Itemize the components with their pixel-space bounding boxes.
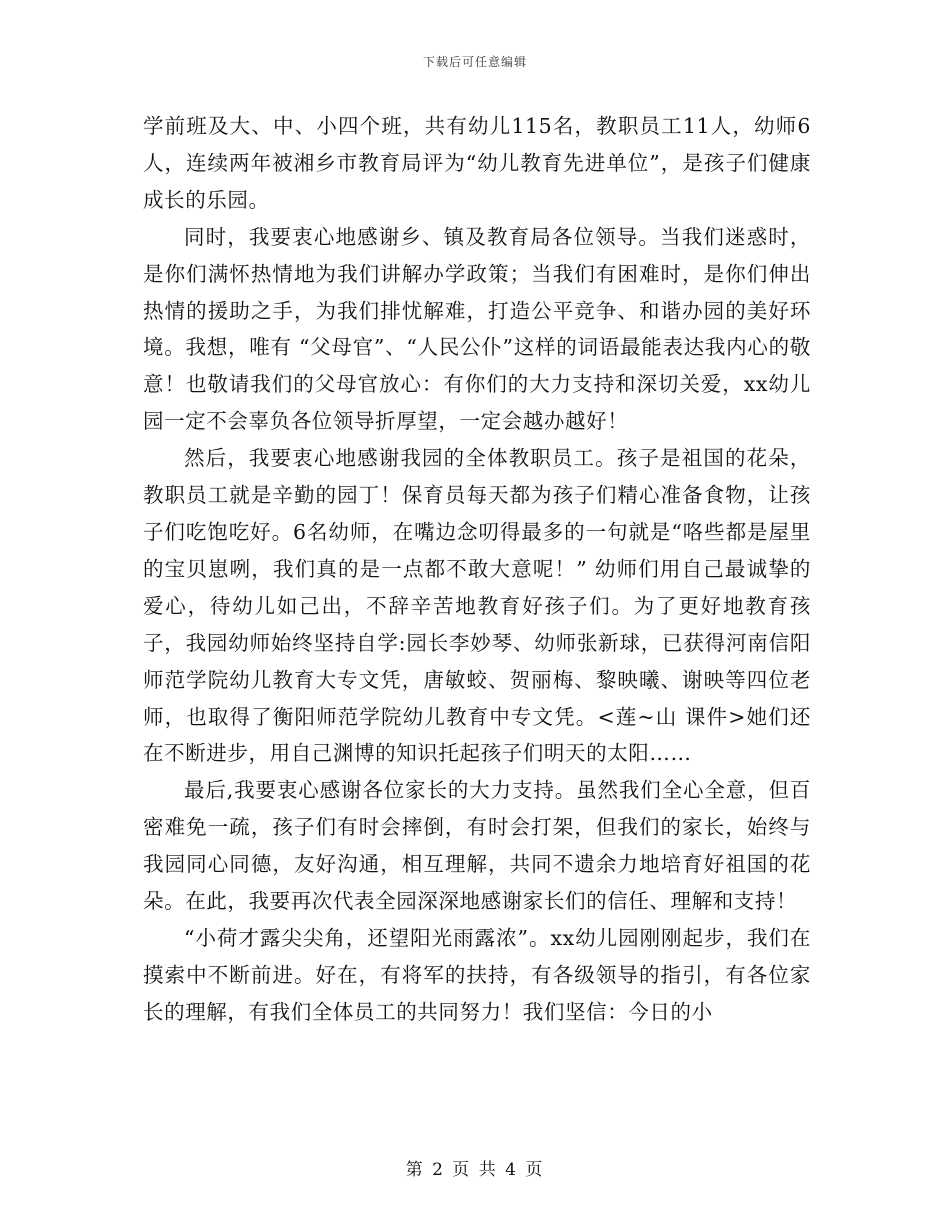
paragraph-3: 然后，我要衷心地感谢我园的全体教职员工。孩子是祖国的花朵，教职员工就是辛勤的园丁！保育员每天都为孩子们精心准备食物，让孩子们吃饱吃好。6名幼师，在嘴边念叨得最多的一句就是“咯些都是屋里的宝贝崽咧，我们真的是一点都不敢大意呢！” 幼师们用自己最诚挚的爱心，待幼儿如己出，不辞辛苦地教育好孩子们。为了更好地教育孩子，我园幼师始终坚持自学:园长李妙琴、幼师张新球，已获得河南信阳师范学院幼儿教育大专文凭，唐敏蛟、贺丽梅、黎映曦、谢映等四位老师，也取得了衡阳师范学院幼儿教育中专文凭。<莲~山 课件>她们还在不断进步，用自己渊博的知识托起孩子们明天的太阳…… bbox=[143, 446, 811, 766]
paragraph-4: 最后,我要衷心感谢各位家长的大力支持。虽然我们全心全意，但百密难免一疏，孩子们有时会摔倒，有时会打架，但我们的家长，始终与我园同心同德，友好沟通，相互理解，共同不遗余力地培育好祖国的花朵。在此，我要再次代表全园深深地感谢家长们的信任、理解和支持！ bbox=[143, 778, 811, 914]
page-header: 下载后可任意编辑 bbox=[422, 55, 527, 69]
document-body bbox=[143, 108, 811, 1031]
paragraph-2: 同时，我要衷心地感谢乡、镇及教育局各位领导。当我们迷惑时，是你们满怀热情地为我们讲解办学政策；当我们有困难时，是你们伸出热情的援助之手，为我们排忧解难，打造公平竞争、和谐办园的美好环境。我想，唯有 “父母官”、“人民公仆”这样的词语最能表达我内心的敬意！也敬请我们的父母官放心：有你们的大力支持和深切关爱，xx幼儿园一定不会辜负各位领导折厚望，一定会越办越好！ bbox=[143, 224, 811, 434]
paragraph-5: “小荷才露尖尖角，还望阳光雨露浓”。xx幼儿园刚刚起步，我们在摸索中不断前进。好在，有将军的扶持，有各级领导的指引，有各位家长的理解，有我们全体员工的共同努力！我们坚信：今日的小 bbox=[143, 925, 811, 1024]
paragraph-1: 学前班及大、中、小四个班，共有幼儿115名，教职员工11人，幼师6人，连续两年被湘乡市教育局评为“幼儿教育先进单位”，是孩子们健康成长的乐园。 bbox=[143, 114, 811, 212]
page-footer: 第 2 页 共 4 页 bbox=[405, 1160, 545, 1180]
